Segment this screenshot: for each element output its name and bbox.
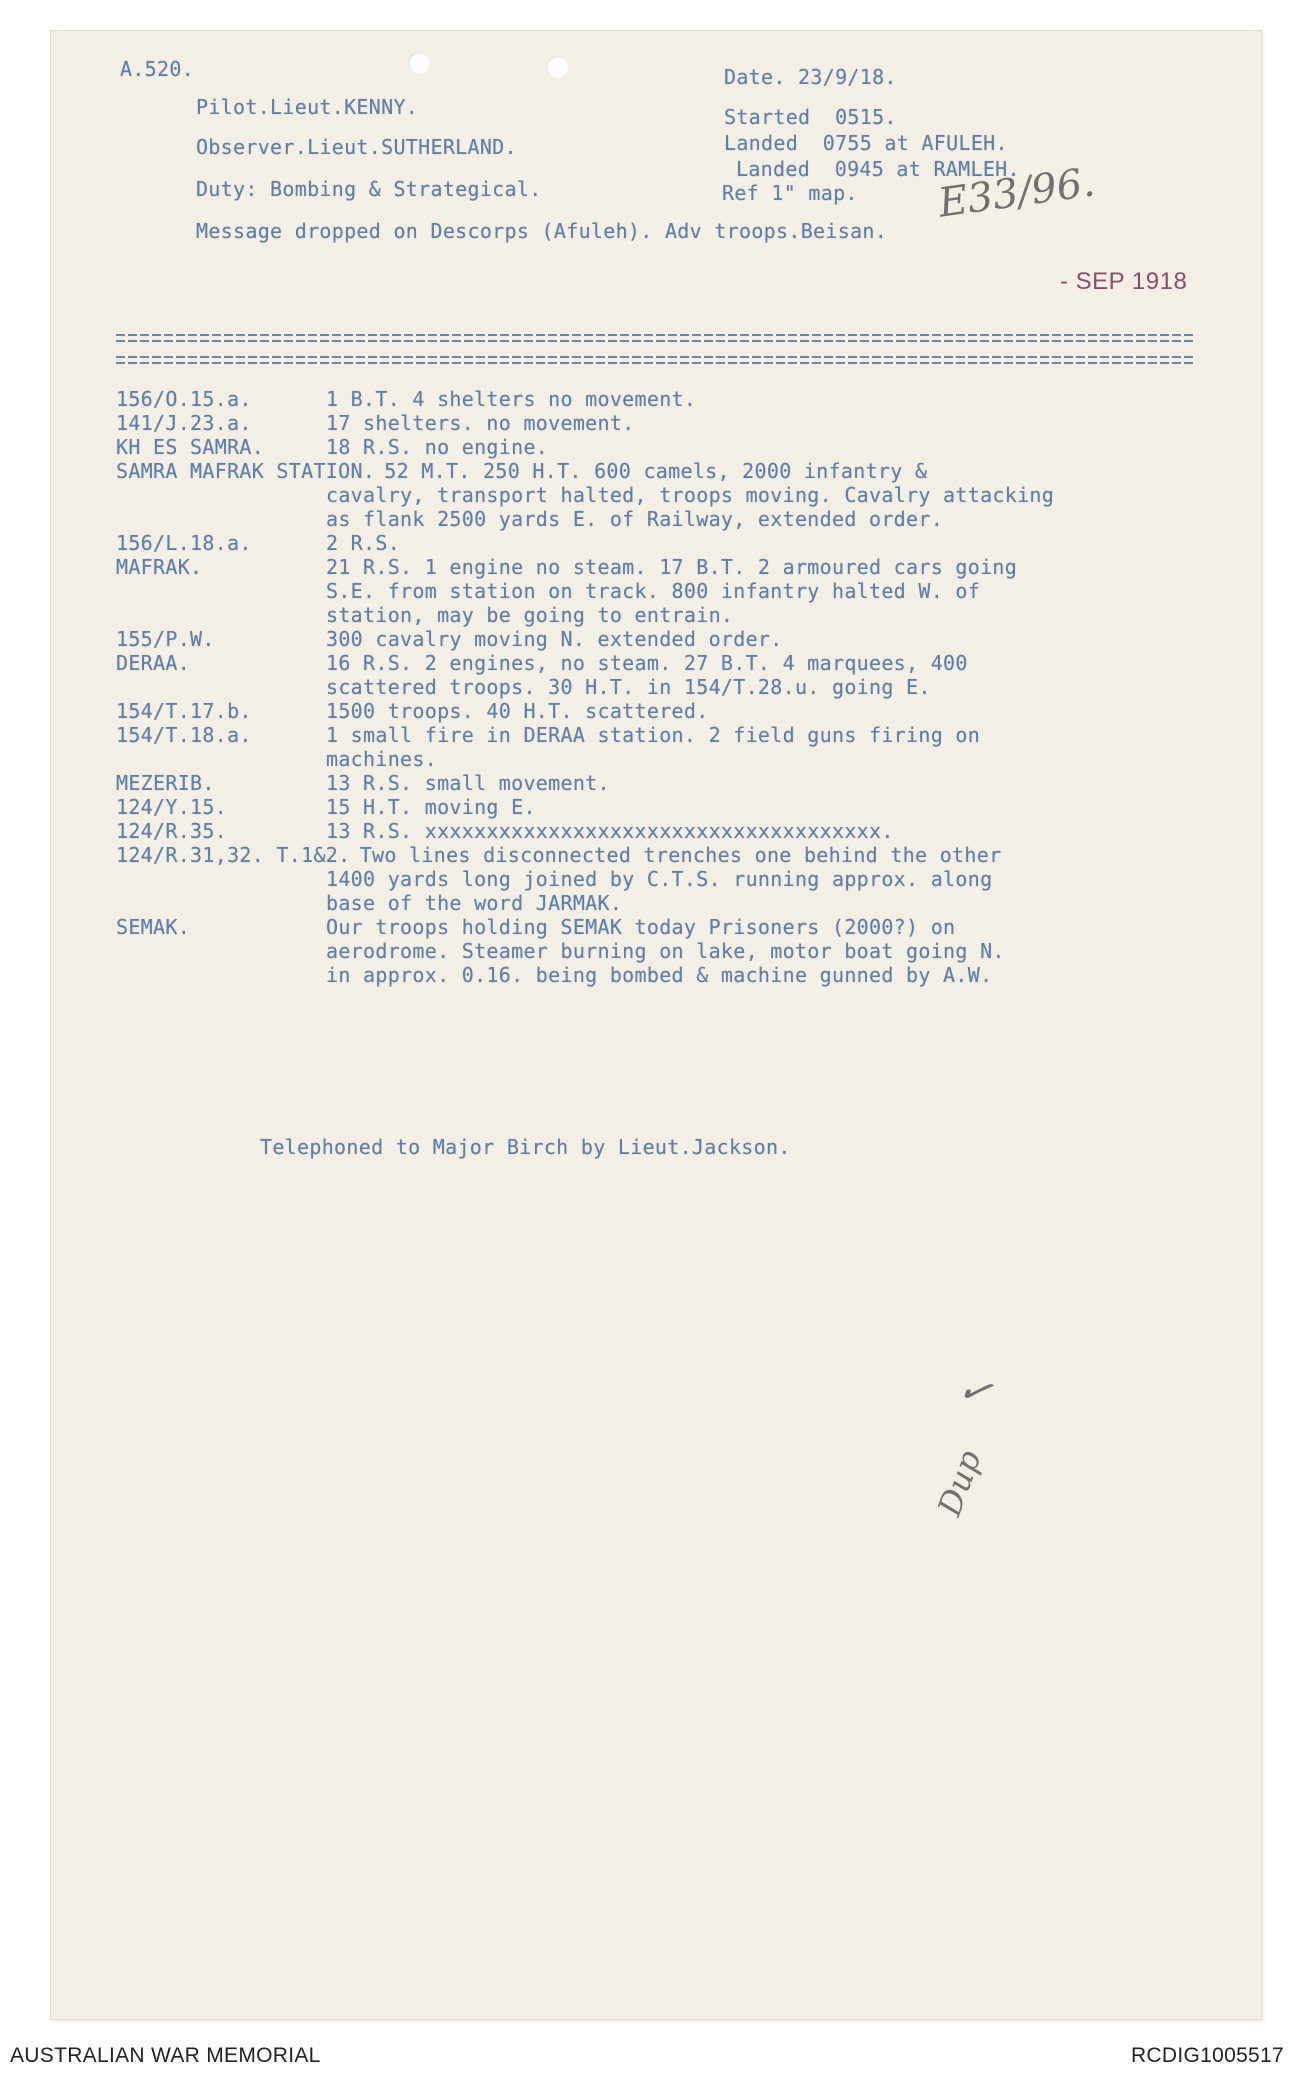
entry-location: SAMRA MAFRAK STATION. (116, 459, 376, 483)
entry-location: KH ES SAMRA. (116, 435, 265, 459)
entry-text: 21 R.S. 1 engine no steam. 17 B.T. 2 armoured cars going (326, 555, 1018, 579)
message-line: Message dropped on Descorps (Afuleh). Adv troops.Beisan. (196, 219, 888, 243)
entry-location: MEZERIB. (116, 771, 215, 795)
entry-location: SEMAK. (116, 915, 191, 939)
punch-hole (546, 56, 568, 78)
document-page (50, 30, 1262, 2020)
entry-text: Our troops holding SEMAK today Prisoners (2000?) on (326, 915, 956, 939)
entry-location: 154/T.18.a. (116, 723, 252, 747)
document-reference: A.520. (120, 57, 195, 81)
date-stamp: - SEP 1918 (1060, 268, 1188, 295)
entry-text: 1500 troops. 40 H.T. scattered. (326, 699, 709, 723)
separator-line (116, 356, 1196, 358)
archive-id: RCDIG1005517 (1130, 2044, 1284, 2067)
started-time: Started 0515. (724, 105, 897, 129)
entry-text: in approx. 0.16. being bombed & machine gunned by A.W. (326, 963, 993, 987)
entry-text: cavalry, transport halted, troops moving. Cavalry attacking (326, 483, 1055, 507)
entry-text: 16 R.S. 2 engines, no steam. 27 B.T. 4 marquees, 400 (326, 651, 968, 675)
entry-location: 141/J.23.a. (116, 411, 252, 435)
separator-line (116, 334, 1196, 336)
ref-map: Ref 1" map. (722, 181, 858, 205)
entry-text: 1400 yards long joined by C.T.S. running approx. along (326, 867, 993, 891)
entry-text: 300 cavalry moving N. extended order. (326, 627, 783, 651)
entry-text: 1 B.T. 4 shelters no movement. (326, 387, 697, 411)
entry-text: scattered troops. 30 H.T. in 154/T.28.u. going E. (326, 675, 931, 699)
landed-afuleh: Landed 0755 at AFULEH. (724, 131, 1008, 155)
archive-name: AUSTRALIAN WAR MEMORIAL (10, 2044, 321, 2067)
telephoned-note: Telephoned to Major Birch by Lieut.Jackson. (260, 1135, 791, 1159)
entry-location: DERAA. (116, 651, 191, 675)
separator-line (116, 340, 1196, 342)
entry-text: aerodrome. Steamer burning on lake, motor boat going N. (326, 939, 1005, 963)
entry-text: as flank 2500 yards E. of Railway, extended order. (326, 507, 944, 531)
tick-mark: ✓ (951, 1363, 999, 1419)
entry-text: machines. (326, 747, 438, 771)
landed-ramleh: Landed 0945 at RAMLEH. (736, 157, 1020, 181)
entry-text: 18 R.S. no engine. (326, 435, 549, 459)
entry-text: 15 H.T. moving E. (326, 795, 536, 819)
entry-text: base of the word JARMAK. (326, 891, 623, 915)
handwritten-initials: Dup (930, 1445, 989, 1521)
entry-text: station, may be going to entrain. (326, 603, 734, 627)
entry-text: S.E. from station on track. 800 infantry halted W. of (326, 579, 981, 603)
separator-line (116, 362, 1196, 364)
observer-name: Observer.Lieut.SUTHERLAND. (196, 135, 517, 159)
entry-location: 124/R.31,32. T.1&2. (116, 843, 351, 867)
duty-line: Duty: Bombing & Strategical. (196, 177, 542, 201)
entry-location: MAFRAK. (116, 555, 203, 579)
entry-text: 13 R.S. small movement. (326, 771, 610, 795)
pilot-name: Pilot.Lieut.KENNY. (196, 95, 419, 119)
punch-hole (408, 52, 430, 74)
entry-location: 124/R.35. (116, 819, 228, 843)
entry-location: 154/T.17.b. (116, 699, 252, 723)
report-date: Date. 23/9/18. (724, 65, 897, 89)
entry-location: 124/Y.15. (116, 795, 228, 819)
entry-text: 17 shelters. no movement. (326, 411, 635, 435)
entry-text: 13 R.S. xxxxxxxxxxxxxxxxxxxxxxxxxxxxxxxxxxxxx. (326, 819, 894, 843)
file-reference-handwritten: E33/96. (935, 159, 1098, 227)
entry-text: 1 small fire in DERAA station. 2 field guns firing on (326, 723, 981, 747)
entry-location: 156/L.18.a. (116, 531, 252, 555)
entry-location: 155/P.W. (116, 627, 215, 651)
entry-location: 156/O.15.a. (116, 387, 252, 411)
entry-text: Two lines disconnected trenches one behind the other (359, 843, 1002, 867)
entry-text: 52 M.T. 250 H.T. 600 camels, 2000 infantry & (384, 459, 928, 483)
entry-text: 2 R.S. (326, 531, 401, 555)
